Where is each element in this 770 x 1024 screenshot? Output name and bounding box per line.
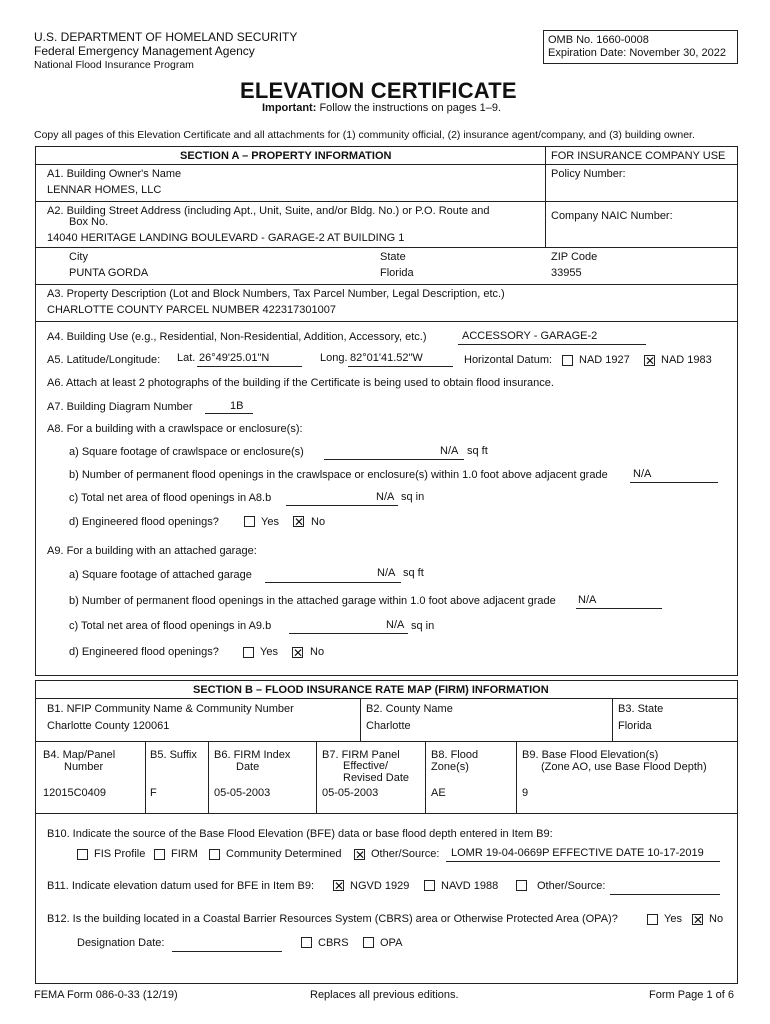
city-value[interactable]: PUNTA GORDA [69, 267, 149, 279]
important-note [262, 102, 501, 114]
a8c-unit: sq in [401, 491, 425, 503]
a8-label: A8. For a building with a crawlspace or enclosure(s): [47, 423, 303, 435]
a8d-no-label: No [311, 516, 326, 528]
a9-label: A9. For a building with an attached garage: [47, 545, 257, 557]
a3-label: A3. Property Description (Lot and Block Numbers, Tax Parcel Number, Legal Description, etc.) [47, 288, 505, 300]
a8d-yes-checkbox[interactable] [244, 516, 255, 527]
long-label: Long. [320, 352, 348, 364]
b1-label: B1. NFIP Community Name & Community Number [47, 703, 294, 715]
b7-label-cont: Effective/ [343, 760, 389, 772]
b10-other-checkbox[interactable]: ✕ [355, 848, 366, 862]
a8b-value[interactable]: N/A [633, 468, 652, 480]
state-label: State [380, 251, 406, 263]
a8c-value[interactable]: N/A [376, 491, 395, 503]
b2-county[interactable]: Charlotte [366, 720, 411, 732]
agency-name: Federal Emergency Management Agency [34, 44, 255, 58]
b4-label: B4. Map/Panel [43, 749, 116, 761]
a7-label: A7. Building Diagram Number [47, 401, 193, 413]
a9a-unit: sq ft [403, 567, 424, 579]
a2-label: A2. Building Street Address (including Apt., Unit, Suite, and/or Bldg. No.) or P.O. Route and [47, 205, 490, 217]
a3-property-description[interactable]: CHARLOTTE COUNTY PARCEL NUMBER 422317301007 [47, 304, 336, 316]
b6-label: B6. FIRM Index [214, 749, 291, 761]
b9-label: B9. Base Flood Elevation(s) [522, 749, 659, 761]
zip-label: ZIP Code [551, 251, 598, 263]
page-number: Form Page 1 of 6 [649, 989, 734, 1001]
a8d-label: d) Engineered flood openings? [69, 516, 219, 528]
department-name: U.S. DEPARTMENT OF HOMELAND SECURITY [34, 30, 298, 44]
b12-no-label: No [709, 913, 724, 925]
b10-fis-profile-checkbox[interactable] [77, 849, 88, 860]
section-b-title: SECTION B – FLOOD INSURANCE RATE MAP (FIRM) INFORMATION [193, 684, 549, 696]
a9c-value[interactable]: N/A [386, 619, 405, 631]
b6-label-cont: Date [236, 761, 260, 773]
b12-label: B12. Is the building located in a Coastal Barrier Resources System (CBRS) area or Otherwise Protected Area (OPA)? [47, 913, 618, 925]
a9b-value[interactable]: N/A [578, 594, 597, 606]
insurance-use-label: FOR INSURANCE COMPANY USE [551, 150, 726, 162]
b11-ngvd1929-label: NGVD 1929 [350, 880, 410, 892]
state-value[interactable]: Florida [380, 267, 414, 279]
b6-firm-index-date[interactable]: 05-05-2003 [214, 787, 271, 799]
b11-other-label: Other/Source: [537, 880, 606, 892]
a8a-label: a) Square footage of crawlspace or enclosure(s) [69, 446, 304, 458]
b11-other-checkbox[interactable] [516, 880, 527, 891]
a9d-yes-checkbox[interactable] [243, 647, 254, 658]
b5-suffix[interactable]: F [150, 787, 157, 799]
b3-label: B3. State [618, 703, 664, 715]
a2-street-address[interactable]: 14040 HERITAGE LANDING BOULEVARD - GARAGE-2 AT BUILDING 1 [47, 232, 405, 244]
lat-label: Lat. [177, 352, 196, 364]
a8c-label: c) Total net area of flood openings in A8.b [69, 492, 272, 504]
a7-diagram-number[interactable]: 1B [230, 400, 244, 412]
b8-flood-zone[interactable]: AE [431, 787, 446, 799]
important-label: Important: [262, 102, 317, 114]
cbrs-checkbox[interactable] [301, 937, 312, 948]
nad1983-label: NAD 1983 [661, 354, 712, 366]
b10-firm-label: FIRM [171, 848, 198, 860]
a9a-value[interactable]: N/A [377, 567, 396, 579]
copy-instructions: Copy all pages of this Elevation Certificate and all attachments for (1) community official, (2) insurance agent/company, and (3) building owner. [34, 129, 695, 141]
policy-number-label: Policy Number: [551, 168, 626, 180]
a9c-unit: sq in [411, 620, 435, 632]
b11-other-source-field[interactable] [610, 894, 720, 895]
a9d-label: d) Engineered flood openings? [69, 646, 219, 658]
designation-date-field[interactable] [172, 951, 282, 952]
a5-label: A5. Latitude/Longitude: [47, 354, 161, 366]
b8-label-cont: Zone(s) [431, 761, 469, 773]
section-a-title: SECTION A – PROPERTY INFORMATION [180, 150, 392, 162]
a2-label-cont: Box No. [69, 216, 109, 228]
b11-navd1988-label: NAVD 1988 [441, 880, 499, 892]
a9d-no-label: No [310, 646, 325, 658]
b9-base-flood-elevation[interactable]: 9 [522, 787, 529, 799]
a8d-yes-label: Yes [261, 516, 279, 528]
b10-fis-profile-label: FIS Profile [94, 848, 146, 860]
program-name: National Flood Insurance Program [34, 59, 194, 71]
b10-other-label: Other/Source: [371, 848, 440, 860]
opa-label: OPA [380, 937, 403, 949]
form-number: FEMA Form 086-0-33 (12/19) [34, 989, 178, 1001]
b7-label-cont2: Revised Date [343, 772, 410, 784]
a1-owner-name[interactable]: LENNAR HOMES, LLC [47, 184, 162, 196]
city-label: City [69, 251, 88, 263]
b12-yes-label: Yes [664, 913, 682, 925]
a8b-label: b) Number of permanent flood openings in the crawlspace or enclosure(s) within 1.0 foot above adjacent grade [69, 469, 608, 481]
a8a-value[interactable]: N/A [440, 445, 459, 457]
a9b-label: b) Number of permanent flood openings in the attached garage within 1.0 foot above adjacent grade [69, 595, 556, 607]
b12-yes-checkbox[interactable] [647, 914, 658, 925]
a9d-yes-label: Yes [260, 646, 278, 658]
latitude-value[interactable]: 26°49'25.01"N [199, 352, 270, 364]
a9c-label: c) Total net area of flood openings in A9.b [69, 620, 272, 632]
a4-building-use[interactable]: ACCESSORY - GARAGE-2 [462, 330, 598, 342]
a4-label: A4. Building Use (e.g., Residential, Non-Residential, Addition, Accessory, etc.) [47, 331, 427, 343]
designation-date-label: Designation Date: [77, 937, 165, 949]
a1-label: A1. Building Owner's Name [47, 168, 182, 180]
b10-community-checkbox[interactable] [209, 849, 220, 860]
replaces-note: Replaces all previous editions. [310, 989, 459, 1001]
b7-panel-date[interactable]: 05-05-2003 [322, 787, 379, 799]
b8-label: B8. Flood [431, 749, 479, 761]
opa-checkbox[interactable] [363, 937, 374, 948]
b5-label: B5. Suffix [150, 749, 197, 761]
omb-number: OMB No. 1660-0008 [548, 34, 649, 46]
b10-label: B10. Indicate the source of the Base Flood Elevation (BFE) data or base flood depth entered in Item B9: [47, 828, 553, 840]
b9-label-cont: (Zone AO, use Base Flood Depth) [541, 761, 707, 773]
horizontal-datum-label: Horizontal Datum: [464, 354, 553, 366]
b10-firm-checkbox[interactable] [154, 849, 165, 860]
naic-number-label: Company NAIC Number: [551, 210, 673, 222]
b12-no-checkbox[interactable]: ✕ [693, 913, 704, 927]
a8a-unit: sq ft [467, 445, 488, 457]
longitude-value[interactable]: 82°01'41.52"W [350, 352, 423, 364]
nad1927-checkbox[interactable] [562, 355, 573, 366]
a9a-label: a) Square footage of attached garage [69, 569, 252, 581]
b11-ngvd1929-checkbox[interactable]: ✕ [334, 879, 345, 893]
zip-value[interactable]: 33955 [551, 267, 582, 279]
b7-label: B7. FIRM Panel [322, 749, 400, 761]
cbrs-label: CBRS [318, 937, 349, 949]
b2-label: B2. County Name [366, 703, 453, 715]
b11-label: B11. Indicate elevation datum used for BFE in Item B9: [47, 880, 314, 892]
b11-navd1988-checkbox[interactable] [424, 880, 435, 891]
expiration-date: Expiration Date: November 30, 2022 [548, 47, 726, 59]
b3-state[interactable]: Florida [618, 720, 652, 732]
important-text: Follow the instructions on pages 1–9. [316, 102, 502, 114]
a6-label: A6. Attach at least 2 photographs of the building if the Certificate is being used to obtain flood insurance. [47, 377, 554, 389]
b4-map-panel[interactable]: 12015C0409 [43, 787, 107, 799]
b4-label-cont: Number [64, 761, 104, 773]
nad1983-checkbox[interactable]: ✕ [645, 354, 656, 368]
a9d-no-checkbox[interactable]: ✕ [293, 646, 304, 660]
b10-other-source[interactable]: LOMR 19-04-0669P EFFECTIVE DATE 10-17-2019 [451, 847, 704, 859]
a8d-no-checkbox[interactable]: ✕ [294, 515, 305, 529]
b1-community[interactable]: Charlotte County 120061 [47, 720, 170, 732]
b10-community-label: Community Determined [226, 848, 342, 860]
nad1927-label: NAD 1927 [579, 354, 630, 366]
form-title: ELEVATION CERTIFICATE [240, 78, 517, 103]
